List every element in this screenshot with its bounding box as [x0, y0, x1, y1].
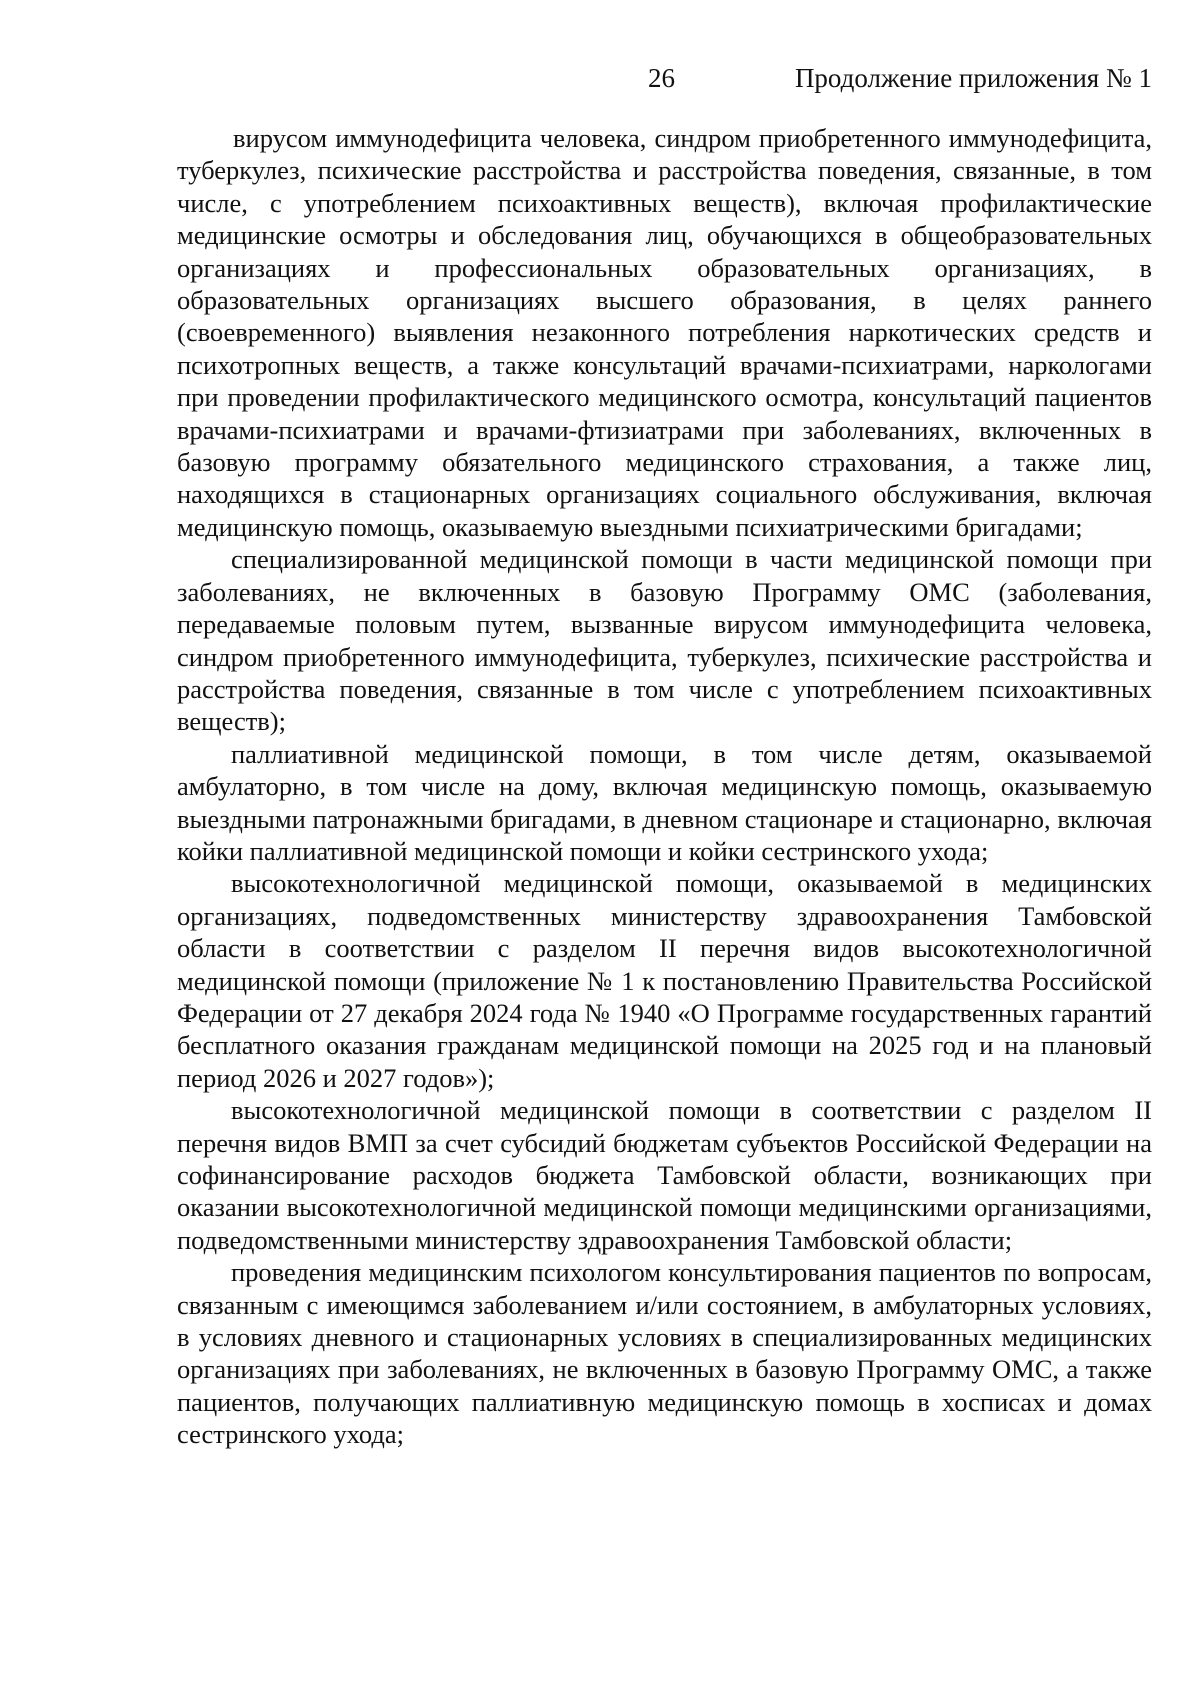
- page-header: [0, 58, 1200, 98]
- paragraph-specialized-care: специализированной медицинской помощи в части медицинской помощи при заболеваниях, не включенных в базовую Программу ОМС (заболевания, передаваемые половым путем, вызванные вирусом иммунодефицита человека, синдром приобретенного иммунодефицита, туберкулез, психические расстройства и расстройства поведения, связанные в том числе с употреблением психоактивных веществ);: [177, 544, 1152, 737]
- paragraph-high-tech-subsidies: высокотехнологичной медицинской помощи в соответствии с разделом II перечня видов ВМП за счет субсидий бюджетам субъектов Российской Федерации на софинансирование расходов бюджета Тамбовской области, возникающих при оказании высокотехнологичной медицинской помощи медицинскими организациями, подведомственными министерству здравоохранения Тамбовской области;: [177, 1095, 1152, 1255]
- paragraph-high-tech-care: высокотехнологичной медицинской помощи, оказываемой в медицинских организациях, подведомственных министерству здравоохранения Тамбовской области в соответствии с разделом II перечня видов высокотехнологичной медицинской помощи (приложение № 1 к постановлению Правительства Российской Федерации от 27 декабря 2024 года № 1940 «О Программе государственных гарантий бесплатного оказания гражданам медицинской помощи на 2025 год и на плановый период 2026 и 2027 годов»);: [177, 868, 1152, 1093]
- paragraph-palliative-care: паллиативной медицинской помощи, в том числе детям, оказываемой амбулаторно, в том числе на дому, включая медицинскую помощь, оказываемую выездными патронажными бригадами, в дневном стационаре и стационарно, включая койки паллиативной медицинской помощи и койки сестринского ухода;: [177, 738, 1152, 866]
- document-body: [177, 122, 1152, 1451]
- paragraph-hiv-tb-psychiatric: вирусом иммунодефицита человека, синдром приобретенного иммунодефицита, туберкулез, психические расстройства и расстройства поведения, связанные, в том числе, с употреблением психоактивных веществ), включая профилактические медицинские осмотры и обследования лиц, обучающихся в общеобразовательных организациях и профессиональных образовательных организациях, в образовательных организациях высшего образования, в целях раннего (своевременного) выявления незаконного потребления наркотических средств и психотропных веществ, а также консультаций врачами-психиатрами, наркологами при проведении профилактического медицинского осмотра, консультаций пациентов врачами-психиатрами и врачами-фтизиатрами при заболеваниях, включенных в базовую программу обязательного медицинского страхования, а также лиц, находящихся в стационарных организациях социального обслуживания, включая медицинскую помощь, оказываемую выездными психиатрическими бригадами;: [177, 123, 1152, 542]
- appendix-continuation-label: Продолжение приложения № 1: [794, 63, 1152, 93]
- paragraph-psychologist-consulting: проведения медицинским психологом консультирования пациентов по вопросам, связанным с имеющимся заболеванием и/или состоянием, в амбулаторных условиях, в условиях дневного и стационарных условиях в специализированных медицинских организациях при заболеваниях, не включенных в базовую Программу ОМС, а также пациентов, получающих паллиативную медицинскую помощь в хосписах и домах сестринского ухода;: [177, 1257, 1152, 1450]
- page-number: 26: [648, 63, 675, 93]
